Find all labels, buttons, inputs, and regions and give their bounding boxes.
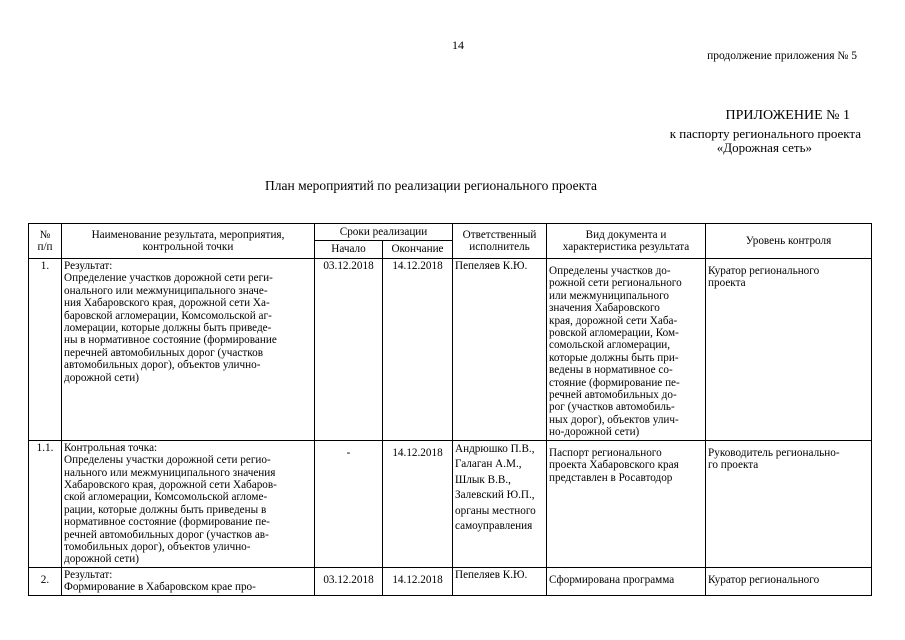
header-responsible: Ответственный исполнитель — [453, 224, 547, 259]
row-num: 2. — [29, 567, 62, 595]
row-name: Результат: Определение участков дорожной сети реги- онального или межмуниципального значе- ния Хабаровского края, дорожной сети Ха- баровской агломерации, Комсомольской аг- ломерации, которые должны быть приведе- ны в нормативное состояние (формирование перечней автомобильных дорог (участков автомобильных дорог), объектов улично- дорожной сети) — [62, 259, 315, 441]
appendix-subtitle-line1: к паспорту регионального проекта — [669, 126, 861, 141]
header-start: Начало — [315, 241, 383, 259]
header-control: Уровень контроля — [706, 224, 872, 259]
row-document: Сформирована программа — [547, 567, 706, 595]
row-control: Куратор регионального проекта — [706, 259, 872, 441]
header-end: Окончание — [383, 241, 453, 259]
row-start: 03.12.2018 — [315, 567, 383, 595]
header-name: Наименование результата, мероприятия, контрольной точки — [62, 224, 315, 259]
row-responsible: Пепеляев К.Ю. — [453, 259, 547, 441]
header-dates: Сроки реализации — [315, 224, 453, 241]
row-end: 14.12.2018 — [383, 567, 453, 595]
header-num: № п/п — [29, 224, 62, 259]
row-start: 03.12.2018 — [315, 259, 383, 441]
row-control: Куратор регионального — [706, 567, 872, 595]
table-row — [29, 440, 872, 567]
row-num: 1.1. — [29, 440, 62, 567]
row-end: 14.12.2018 — [383, 440, 453, 567]
plan-table — [28, 223, 872, 596]
row-responsible: Андрюшко П.В., Галаган А.М., Шлык В.В., Залевский Ю.П., органы местного самоуправления — [453, 440, 547, 567]
row-end: 14.12.2018 — [383, 259, 453, 441]
table-row — [29, 259, 872, 441]
row-start: - — [315, 440, 383, 567]
row-name: Результат: Формирование в Хабаровском крае про- — [62, 567, 315, 595]
row-control: Руководитель регионально- го проекта — [706, 440, 872, 567]
appendix-title: ПРИЛОЖЕНИЕ № 1 — [725, 108, 850, 123]
row-num: 1. — [29, 259, 62, 441]
row-name: Контрольная точка: Определены участки дорожной сети регио- нального или межмуниципального значения Хабаровского края, дорожной сети Хабаров- ской агломерации, Комсомольской агломе- рации, которые должны быть приведены в нормативное состояние (формирование пе- речней автомобильных дорог (участков ав- томобильных дорог), объектов улично- дорожной сети) — [62, 440, 315, 567]
row-responsible: Пепеляев К.Ю. — [453, 567, 547, 595]
row-document: Паспорт регионального проекта Хабаровского края представлен в Росавтодор — [547, 440, 706, 567]
row-document: Определены участков до- рожной сети регионального или межмуниципального значения Хабаровского края, дорожной сети Хаба- ровской агломерации, Ком- сомольской агломерации, которые должны быть при- ведены в нормативное со- стояние (формирование пе- речней автомобильных до- рог (участков автомобиль- ных дорог), объектов улич- но-дорожной сети) — [547, 259, 706, 441]
header-document: Вид документа и характеристика результата — [547, 224, 706, 259]
continuation-note: продолжение приложения № 5 — [707, 50, 857, 62]
table-row — [29, 567, 872, 595]
plan-title: План мероприятий по реализации регионального проекта — [265, 178, 598, 193]
appendix-subtitle-line2: «Дорожная сеть» — [716, 140, 812, 155]
page-number: 14 — [452, 38, 464, 52]
